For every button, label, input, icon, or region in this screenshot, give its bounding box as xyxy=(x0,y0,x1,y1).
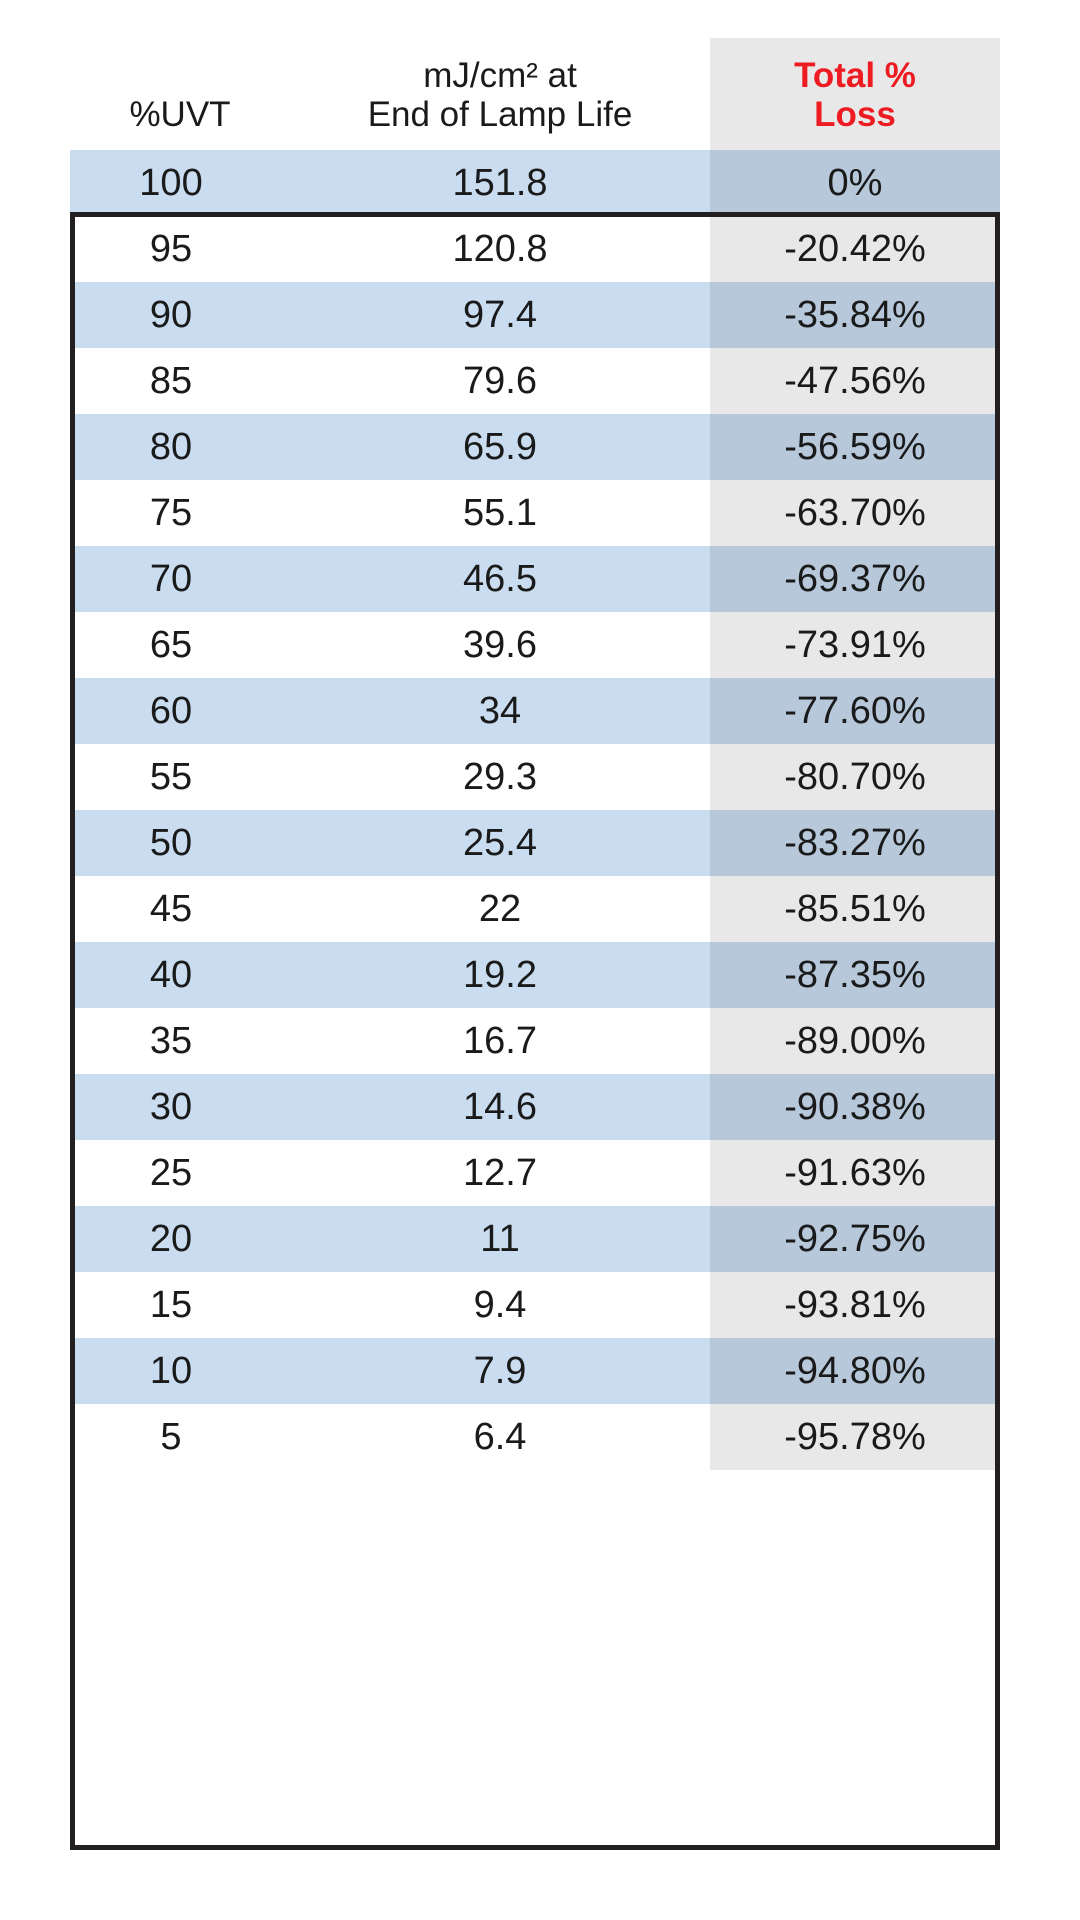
table-row xyxy=(70,1338,1000,1404)
cell-uvt: 5 xyxy=(70,1404,290,1470)
cell-total-loss: -93.81% xyxy=(710,1272,1000,1338)
cell-uvt: 75 xyxy=(70,480,290,546)
cell-dose: 9.4 xyxy=(290,1272,710,1338)
table-row xyxy=(70,282,1000,348)
cell-dose: 6.4 xyxy=(290,1404,710,1470)
cell-total-loss: -89.00% xyxy=(710,1008,1000,1074)
cell-uvt: 50 xyxy=(70,810,290,876)
cell-total-loss: -92.75% xyxy=(710,1206,1000,1272)
table-row xyxy=(70,546,1000,612)
cell-dose: 22 xyxy=(290,876,710,942)
table-row xyxy=(70,216,1000,282)
cell-dose: 97.4 xyxy=(290,282,710,348)
table-row xyxy=(70,612,1000,678)
table-row xyxy=(70,678,1000,744)
cell-uvt: 85 xyxy=(70,348,290,414)
cell-uvt: 35 xyxy=(70,1008,290,1074)
cell-dose: 34 xyxy=(290,678,710,744)
cell-total-loss: -77.60% xyxy=(710,678,1000,744)
column-header-total-loss-line2: Loss xyxy=(814,95,896,135)
cell-dose: 7.9 xyxy=(290,1338,710,1404)
table-row xyxy=(70,1008,1000,1074)
cell-dose: 11 xyxy=(290,1206,710,1272)
cell-dose: 16.7 xyxy=(290,1008,710,1074)
table-row xyxy=(70,876,1000,942)
cell-total-loss: -56.59% xyxy=(710,414,1000,480)
cell-dose: 65.9 xyxy=(290,414,710,480)
cell-uvt: 60 xyxy=(70,678,290,744)
cell-total-loss: -83.27% xyxy=(710,810,1000,876)
table-row xyxy=(70,1272,1000,1338)
cell-dose: 151.8 xyxy=(290,150,710,216)
header-row xyxy=(70,38,1000,150)
cell-uvt: 20 xyxy=(70,1206,290,1272)
table-row xyxy=(70,1206,1000,1272)
cell-dose: 29.3 xyxy=(290,744,710,810)
table-header xyxy=(70,38,1000,150)
cell-total-loss: -90.38% xyxy=(710,1074,1000,1140)
cell-dose: 55.1 xyxy=(290,480,710,546)
cell-total-loss: -91.63% xyxy=(710,1140,1000,1206)
table-row xyxy=(70,1404,1000,1470)
cell-total-loss: -35.84% xyxy=(710,282,1000,348)
cell-total-loss: -94.80% xyxy=(710,1338,1000,1404)
cell-uvt: 10 xyxy=(70,1338,290,1404)
cell-total-loss: -87.35% xyxy=(710,942,1000,1008)
cell-total-loss: -80.70% xyxy=(710,744,1000,810)
cell-uvt: 65 xyxy=(70,612,290,678)
column-header-uvt-line1: %UVT xyxy=(129,95,231,135)
cell-uvt: 90 xyxy=(70,282,290,348)
cell-total-loss: 0% xyxy=(710,150,1000,216)
cell-dose: 14.6 xyxy=(290,1074,710,1140)
table-row xyxy=(70,1074,1000,1140)
cell-uvt: 100 xyxy=(70,150,290,216)
cell-dose: 46.5 xyxy=(290,546,710,612)
column-header-dose-line2: End of Lamp Life xyxy=(367,95,633,135)
cell-uvt: 95 xyxy=(70,216,290,282)
cell-dose: 19.2 xyxy=(290,942,710,1008)
table-row xyxy=(70,414,1000,480)
column-header-uvt xyxy=(70,38,290,150)
cell-total-loss: -47.56% xyxy=(710,348,1000,414)
table-body xyxy=(70,150,1000,1470)
cell-total-loss: -85.51% xyxy=(710,876,1000,942)
cell-total-loss: -95.78% xyxy=(710,1404,1000,1470)
cell-dose: 79.6 xyxy=(290,348,710,414)
column-header-dose-line1: mJ/cm² at xyxy=(423,56,577,95)
cell-dose: 120.8 xyxy=(290,216,710,282)
table-row xyxy=(70,480,1000,546)
column-header-dose xyxy=(290,38,710,150)
cell-uvt: 40 xyxy=(70,942,290,1008)
cell-uvt: 55 xyxy=(70,744,290,810)
cell-uvt: 25 xyxy=(70,1140,290,1206)
cell-dose: 12.7 xyxy=(290,1140,710,1206)
cell-uvt: 15 xyxy=(70,1272,290,1338)
cell-total-loss: -63.70% xyxy=(710,480,1000,546)
table-row xyxy=(70,150,1000,216)
cell-total-loss: -73.91% xyxy=(710,612,1000,678)
table-row xyxy=(70,942,1000,1008)
column-header-total-loss xyxy=(710,38,1000,150)
table-row xyxy=(70,1140,1000,1206)
cell-uvt: 80 xyxy=(70,414,290,480)
cell-total-loss: -69.37% xyxy=(710,546,1000,612)
cell-uvt: 45 xyxy=(70,876,290,942)
cell-total-loss: -20.42% xyxy=(710,216,1000,282)
table-row xyxy=(70,348,1000,414)
column-header-total-loss-line1: Total % xyxy=(794,56,916,95)
table-row xyxy=(70,744,1000,810)
cell-dose: 39.6 xyxy=(290,612,710,678)
cell-uvt: 30 xyxy=(70,1074,290,1140)
cell-uvt: 70 xyxy=(70,546,290,612)
table-row xyxy=(70,810,1000,876)
cell-dose: 25.4 xyxy=(290,810,710,876)
uvt-dose-table xyxy=(70,38,1000,1470)
